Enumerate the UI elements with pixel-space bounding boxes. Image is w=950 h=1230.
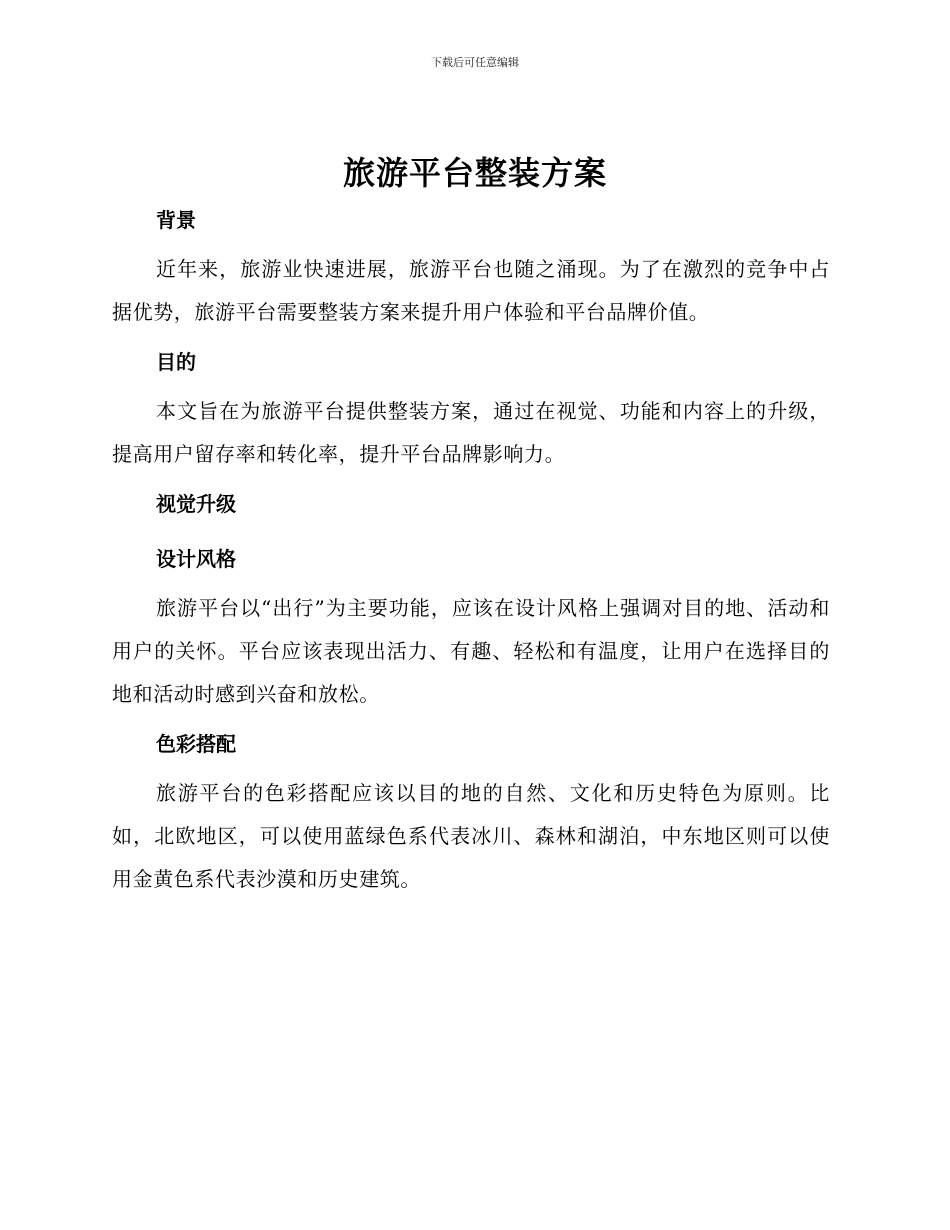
paragraph-color-scheme: 旅游平台的色彩搭配应该以目的地的自然、文化和历史特色为原则。比如，北欧地区，可以使用蓝绿色系代表冰川、森林和湖泊，中东地区则可以使用金黄色系代表沙漠和历史建筑。 [112, 781, 830, 891]
paragraph-design-style: 旅游平台以“出行”为主要功能，应该在设计风格上强调对目的地、活动和用户的关怀。平台应该表现出活力、有趣、轻松和有温度，让用户在选择目的地和活动时感到兴奋和放松。 [112, 596, 830, 706]
section-heading-color-scheme: 色彩搭配 [156, 732, 236, 756]
section-heading-visual-upgrade: 视觉升级 [156, 492, 236, 516]
paragraph-background: 近年来，旅游业快速进展，旅游平台也随之涌现。为了在激烈的竞争中占据优势，旅游平台需要整装方案来提升用户体验和平台品牌价值。 [112, 257, 830, 324]
page-header-note: 下载后可任意编辑 [431, 56, 519, 69]
document-body [112, 202, 830, 911]
section-heading-background: 背景 [156, 208, 196, 232]
document-title: 旅游平台整装方案 [342, 154, 607, 192]
section-heading-design-style: 设计风格 [156, 547, 236, 571]
section-heading-purpose: 目的 [156, 350, 196, 374]
paragraph-purpose: 本文旨在为旅游平台提供整装方案，通过在视觉、功能和内容上的升级，提高用户留存率和转化率，提升平台品牌影响力。 [112, 399, 830, 466]
